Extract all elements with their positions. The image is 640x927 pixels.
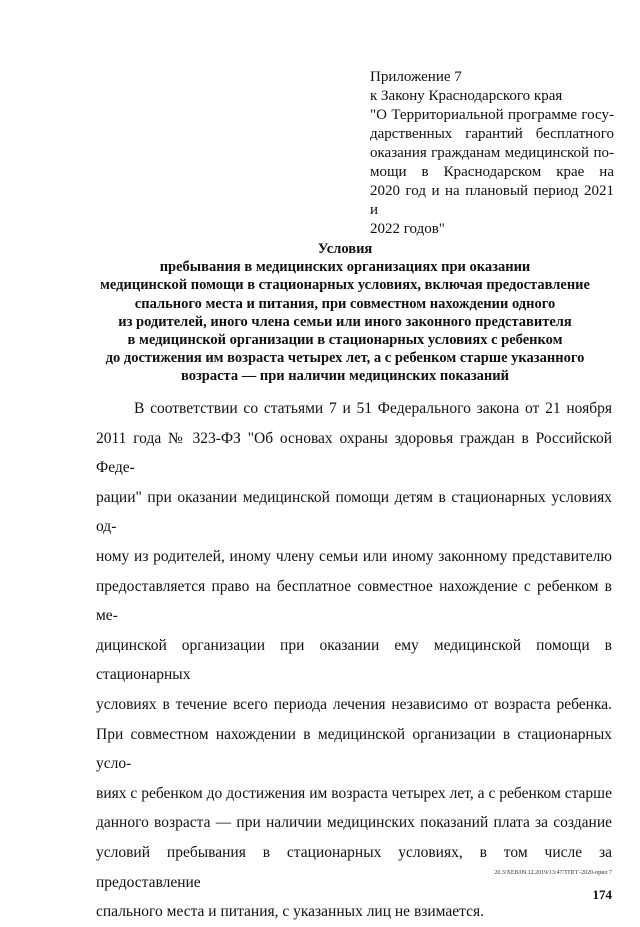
appendix-line: к Закону Краснодарского края <box>370 88 563 104</box>
title-line: из родителей, иного члена семьи или иного законного представителя <box>118 313 572 330</box>
title-line: медицинской помощи в стационарных условиях, включая предоставление <box>100 277 590 294</box>
title-line: до достижения им возраста четырех лет, а с ребенком старше указанного <box>105 350 585 367</box>
page-number: 174 <box>592 887 612 902</box>
body-line: рации" при оказании медицинской помощи детям в стационарных условиях од- <box>96 488 612 536</box>
document-title <box>80 240 610 386</box>
title-line: в медицинской организации в стационарных условиях с ребенком <box>127 332 563 349</box>
body-line: ному из родителей, иному члену семьи или иному законному представителю <box>96 547 612 565</box>
appendix-header <box>370 68 614 239</box>
body-line: 2011 года № 323-ФЗ "Об основах охраны здоровья граждан в Российской Феде- <box>96 429 612 477</box>
title-line: пребывания в медицинских организациях при оказании <box>159 259 531 276</box>
appendix-line: "О Территориальной программе госу- <box>370 107 614 123</box>
body-line: условиях в течение всего периода лечения независимо от возраста ребенка. <box>96 695 612 713</box>
body-line: дицинской организации при оказании ему медицинской помощи в стационарных <box>96 636 612 684</box>
title-line: Условия <box>317 241 373 257</box>
body-line: условий пребывания в стационарных условиях, в том числе за предоставление <box>96 843 612 891</box>
body-line: данного возраста — при наличии медицинских показаний плата за создание <box>96 814 612 832</box>
body-line: виях с ребенком до достижения им возраста четырех лет, а с ребенком старше <box>96 784 612 802</box>
footer-document-code: 20.3/ХЕВ/09.12.2019/13:47/ТПГГ-2020-прил 7 <box>494 870 612 876</box>
body-line: При совместном нахождении в медицинской организации в стационарных усло- <box>96 725 612 773</box>
body-line: спального места и питания, с указанных лиц не взимается. <box>96 903 484 921</box>
body-line: В соответствии со статьями 7 и 51 Федерального закона от 21 ноября <box>134 400 612 417</box>
appendix-line: 2020 год и на плановый период 2021 и <box>370 183 614 218</box>
body-paragraph <box>96 394 612 927</box>
title-line: спального места и питания, при совместном нахождении одного <box>134 295 556 312</box>
appendix-line: оказания гражданам медицинской по- <box>370 145 614 161</box>
body-line: предоставляется право на бесплатное совместное нахождение с ребенком в ме- <box>96 577 612 625</box>
title-line: возраста — при наличии медицинских показаний <box>180 368 509 385</box>
appendix-line: Приложение 7 <box>370 69 462 85</box>
appendix-line: 2022 годов" <box>370 221 445 237</box>
appendix-line: дарственных гарантий бесплатного <box>370 126 614 142</box>
appendix-line: мощи в Краснодарском крае на <box>370 164 614 180</box>
